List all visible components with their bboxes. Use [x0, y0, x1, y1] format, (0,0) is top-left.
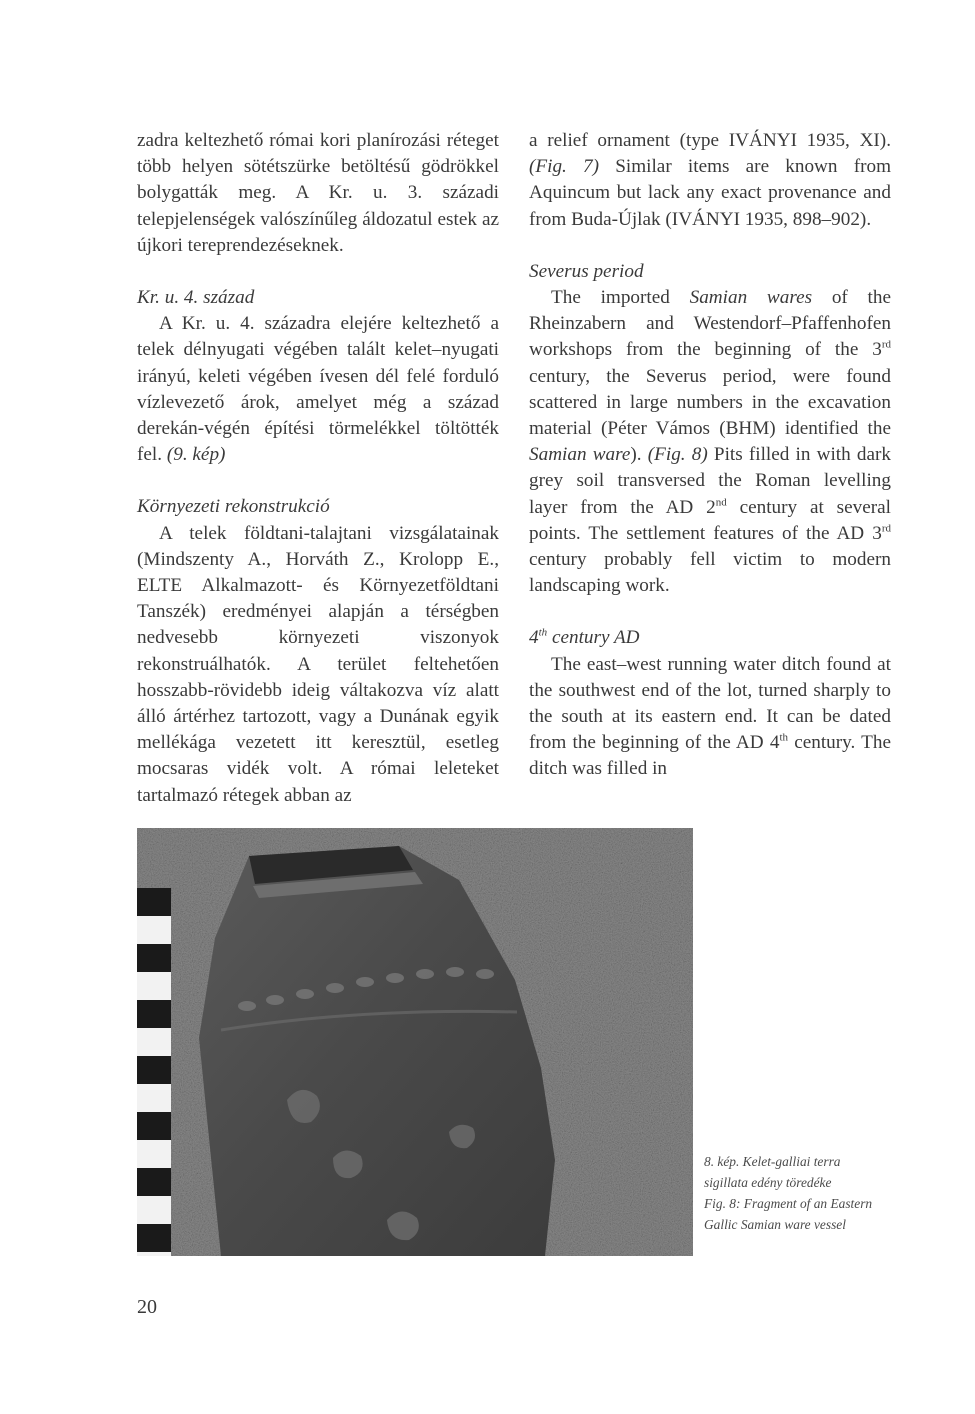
paragraph-text: A Kr. u. 4. századra elejére keltezhető a telek délnyugati végében talált kelet–nyugati irányú, keleti végében ívesen dél felé forduló vízlevezető árok, amelyet még a század derekán-végén építési törmelékkel töltötték fel. [137, 313, 499, 466]
term-samian-wares: Samian wares [689, 287, 813, 309]
text-run: of the Rheinzabern and Westendorf–Pfaffenhofen workshops from the beginning of the 3 [529, 287, 891, 361]
text-run: ). [630, 444, 642, 466]
scale-bar [137, 888, 171, 1256]
text-run: The imported [551, 287, 670, 309]
paragraph-4th-century-ditch-en [529, 652, 891, 783]
caption-hungarian: 8. kép. Kelet-galliai terra sigillata edény töredéke [704, 1154, 841, 1190]
paragraph-text: a relief ornament (type IVÁNYI 1935, XI). [529, 130, 891, 151]
paragraph-text: Similar items are known from Aquincum but lack any exact provenance and from Buda-Újlak (IVÁNYI 1935, 898–902). [529, 156, 891, 230]
text-run: century. The ditch was filled in [529, 732, 891, 780]
paragraph-relief-ornament [529, 128, 891, 233]
text-run: The east–west running water ditch found at the southwest end of the lot, turned sharply to the south at its eastern end. It can be dated from the beginning of the AD 4 [529, 653, 891, 754]
heading-4th-century-ad [529, 625, 891, 651]
paragraph-4th-century-ditch-hu [137, 311, 499, 468]
figure-reference: (9. kép) [166, 444, 226, 466]
ordinal-suffix: nd [715, 496, 727, 509]
ordinal-suffix: rd [881, 522, 891, 535]
heading-text: century AD [551, 627, 640, 649]
figure-reference: (Fig. 8) [647, 444, 708, 466]
figure-8-caption [704, 1151, 884, 1235]
ordinal-suffix: rd [881, 339, 891, 352]
ordinal-suffix: th [779, 731, 788, 744]
page-number: 20 [137, 1296, 157, 1318]
text-run: Pits filled in with dark grey soil transversed the Roman levelling layer from the AD 2 [529, 444, 891, 518]
text-run: century, the Severus period, were found scattered in large numbers in the excavation material (Péter Vámos (BHM) identified the [529, 365, 891, 440]
caption-english: Fig. 8: Fragment of an Eastern Gallic Samian ware vessel [704, 1196, 873, 1232]
paragraph-samian-wares [529, 285, 891, 599]
term-samian-ware: Samian ware [529, 444, 631, 466]
samian-sherd-photo [137, 828, 693, 1256]
paragraph-geology: A telek földtani-talajtani vizsgálatainak (Mindszenty A., Horváth Z., Krolopp E., ELTE Alkalmazott- és Környezetföldtani Tanszék) eredményei alapján a térségben nedvesebb környezeti viszonyok rekonstruálhatók. A terület feltehetően hosszabb-rövidebb ideig váltakozva víz alatt álló ártérhez tartozott, vagy a Dunának egyik mellékága vezetett itt keresztül, esetleg mocsaras vidék volt. A római leleteket tartalmazó rétegek abban az [137, 522, 499, 806]
heading-number: 4 [529, 627, 539, 649]
heading-environmental-reconstruction: Környezeti rekonstrukció [137, 496, 330, 518]
heading-severus-period: Severus period [529, 260, 644, 282]
left-column [137, 128, 499, 809]
figure-reference: (Fig. 7) [529, 156, 600, 178]
figure-8-photo [137, 828, 693, 1256]
right-column [529, 128, 891, 783]
text-run: century probably fell victim to modern landscaping work. [529, 549, 891, 597]
text-run: century at several points. The settlement features of the AD 3 [529, 496, 892, 544]
ordinal-suffix: th [538, 627, 548, 640]
heading-4th-century-hu: Kr. u. 4. század [137, 287, 255, 309]
paragraph-dating-3rd-century: zadra keltezhető római kori planírozási réteget több helyen sötétszürke betöltésű gödrökkel bolygatták meg. A Kr. u. 3. századi telepjelenségek valószínűleg áldozatul estek az újkori tereprendezéseknek. [137, 130, 499, 256]
